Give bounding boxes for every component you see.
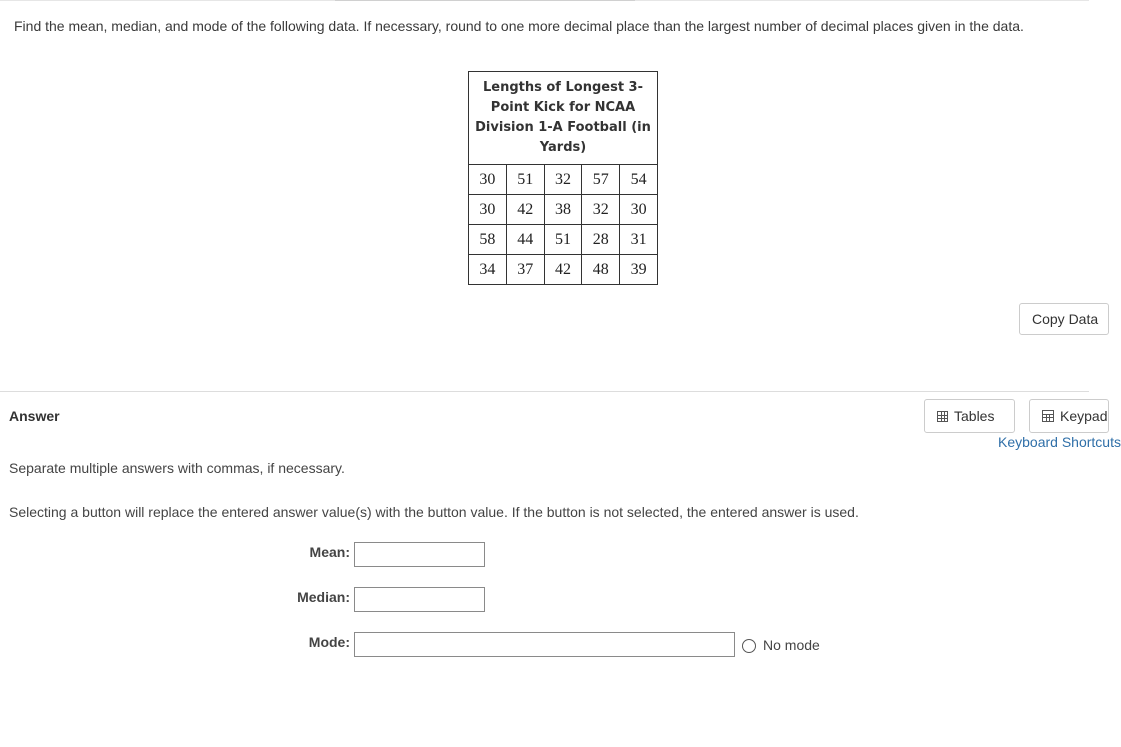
- mean-label: Mean:: [309, 544, 350, 560]
- table-cell: 39: [620, 255, 658, 285]
- tables-button[interactable]: [924, 399, 1015, 433]
- data-table: [468, 71, 658, 285]
- section-divider: [0, 391, 1089, 392]
- table-cell: 42: [544, 255, 582, 285]
- table-caption: Lengths of Longest 3-Point Kick for NCAA Division 1-A Football (in Yards): [469, 72, 658, 165]
- table-grid-icon: [937, 411, 948, 422]
- table-row: [469, 165, 658, 195]
- mode-label: Mode:: [308, 634, 350, 650]
- table-cell: 48: [582, 255, 620, 285]
- keyboard-shortcuts-link[interactable]: Keyboard Shortcuts: [998, 434, 1121, 450]
- table-row: [469, 195, 658, 225]
- table-cell: 57: [582, 165, 620, 195]
- table-cell: 51: [506, 165, 544, 195]
- table-cell: 54: [620, 165, 658, 195]
- question-instructions: Find the mean, median, and mode of the following data. If necessary, round to one more decimal place than the largest number of decimal places given in the data.: [14, 18, 1024, 34]
- table-cell: 44: [506, 225, 544, 255]
- hint-commas: Separate multiple answers with commas, if necessary.: [9, 460, 345, 476]
- keypad-icon: [1042, 410, 1054, 422]
- table-cell: 28: [582, 225, 620, 255]
- table-cell: 30: [620, 195, 658, 225]
- table-row: [469, 255, 658, 285]
- no-mode-radio[interactable]: [742, 639, 756, 653]
- keypad-button[interactable]: [1029, 399, 1109, 433]
- copy-data-button[interactable]: Copy Data: [1019, 303, 1109, 335]
- table-cell: 34: [469, 255, 507, 285]
- median-label: Median:: [297, 589, 350, 605]
- hint-buttons: Selecting a button will replace the entered answer value(s) with the button value. If the button is not selected, the entered answer is used.: [9, 504, 859, 520]
- keypad-button-label: Keypad: [1060, 408, 1108, 424]
- table-cell: 32: [544, 165, 582, 195]
- table-cell: 30: [469, 165, 507, 195]
- table-cell: 51: [544, 225, 582, 255]
- mean-input[interactable]: [354, 542, 485, 567]
- tables-button-label: Tables: [954, 408, 995, 424]
- table-cell: 58: [469, 225, 507, 255]
- table-row: [469, 225, 658, 255]
- mode-input[interactable]: [354, 632, 735, 657]
- table-cell: 31: [620, 225, 658, 255]
- table-cell: 30: [469, 195, 507, 225]
- table-cell: 37: [506, 255, 544, 285]
- table-cell: 32: [582, 195, 620, 225]
- median-input[interactable]: [354, 587, 485, 612]
- answer-heading: Answer: [9, 408, 60, 424]
- table-cell: 42: [506, 195, 544, 225]
- no-mode-label[interactable]: No mode: [763, 637, 820, 653]
- top-border-segment: [335, 0, 635, 1]
- table-cell: 38: [544, 195, 582, 225]
